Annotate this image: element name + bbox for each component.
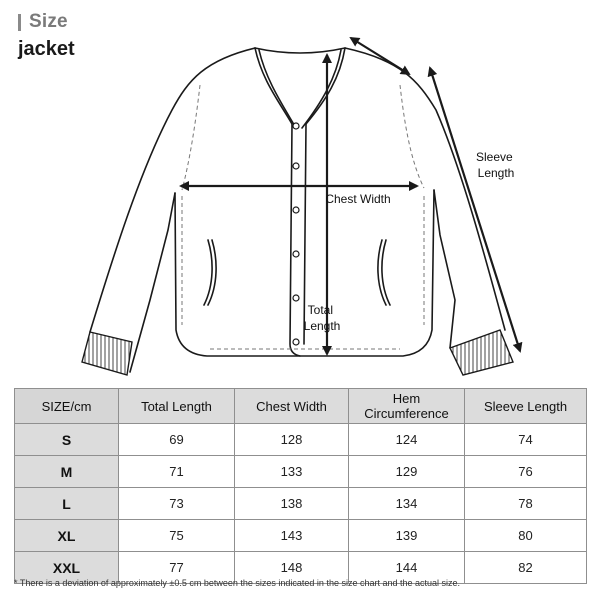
table-cell: 74 [465, 424, 587, 456]
column-header: Sleeve Length [465, 389, 587, 424]
collar-outline [255, 48, 345, 53]
table-cell: 78 [465, 488, 587, 520]
table-cell: 139 [349, 520, 465, 552]
size-cell: XL [15, 520, 119, 552]
size-cell: M [15, 456, 119, 488]
sleeve-length-label: Sleeve Length [475, 150, 515, 180]
table-cell: 76 [465, 456, 587, 488]
button [293, 123, 299, 129]
size-deviation-note: * There is a deviation of approximately ±0.5 cm between the sizes indicated in the size chart and the actual size. [14, 578, 461, 588]
size-title: Size [29, 11, 68, 32]
size-cell: L [15, 488, 119, 520]
table-row [15, 424, 587, 456]
table-cell: 80 [465, 520, 587, 552]
table-cell: 133 [235, 456, 349, 488]
left-cuff [82, 332, 132, 375]
total-length-label: Total Length [303, 303, 341, 333]
right-sleeve-outline [345, 48, 505, 330]
size-cell: XXL [15, 552, 119, 584]
shoulder-arrow [351, 38, 409, 74]
button [293, 339, 299, 345]
placket-line [290, 124, 300, 356]
button [293, 207, 299, 213]
button [293, 251, 299, 257]
button [293, 163, 299, 169]
left-sleeve-outline [90, 48, 255, 332]
size-cell: S [15, 424, 119, 456]
table-cell: 134 [349, 488, 465, 520]
table-cell: 69 [119, 424, 235, 456]
table-cell: 148 [235, 552, 349, 584]
column-header: Hem Circumference [349, 389, 465, 424]
table-cell: 77 [119, 552, 235, 584]
table-cell: 82 [465, 552, 587, 584]
sleeve-length-arrow [430, 68, 520, 351]
table-cell: 129 [349, 456, 465, 488]
table-row [15, 520, 587, 552]
column-header: SIZE/cm [15, 389, 119, 424]
table-cell: 75 [119, 520, 235, 552]
table-cell: 128 [235, 424, 349, 456]
table-cell: 143 [235, 520, 349, 552]
right-pocket [382, 240, 390, 305]
table-row [15, 456, 587, 488]
table-cell: 138 [235, 488, 349, 520]
chest-width-label: Chest Width [325, 192, 391, 206]
table-cell: 124 [349, 424, 465, 456]
right-cuff [450, 330, 513, 375]
column-header: Chest Width [235, 389, 349, 424]
column-header: Total Length [119, 389, 235, 424]
table-cell: 144 [349, 552, 465, 584]
button [293, 295, 299, 301]
table-cell: 71 [119, 456, 235, 488]
product-title: jacket [18, 38, 75, 60]
left-pocket [204, 240, 212, 305]
table-header-row [15, 389, 587, 424]
table-row [15, 488, 587, 520]
table-cell: 73 [119, 488, 235, 520]
size-table [14, 388, 587, 584]
